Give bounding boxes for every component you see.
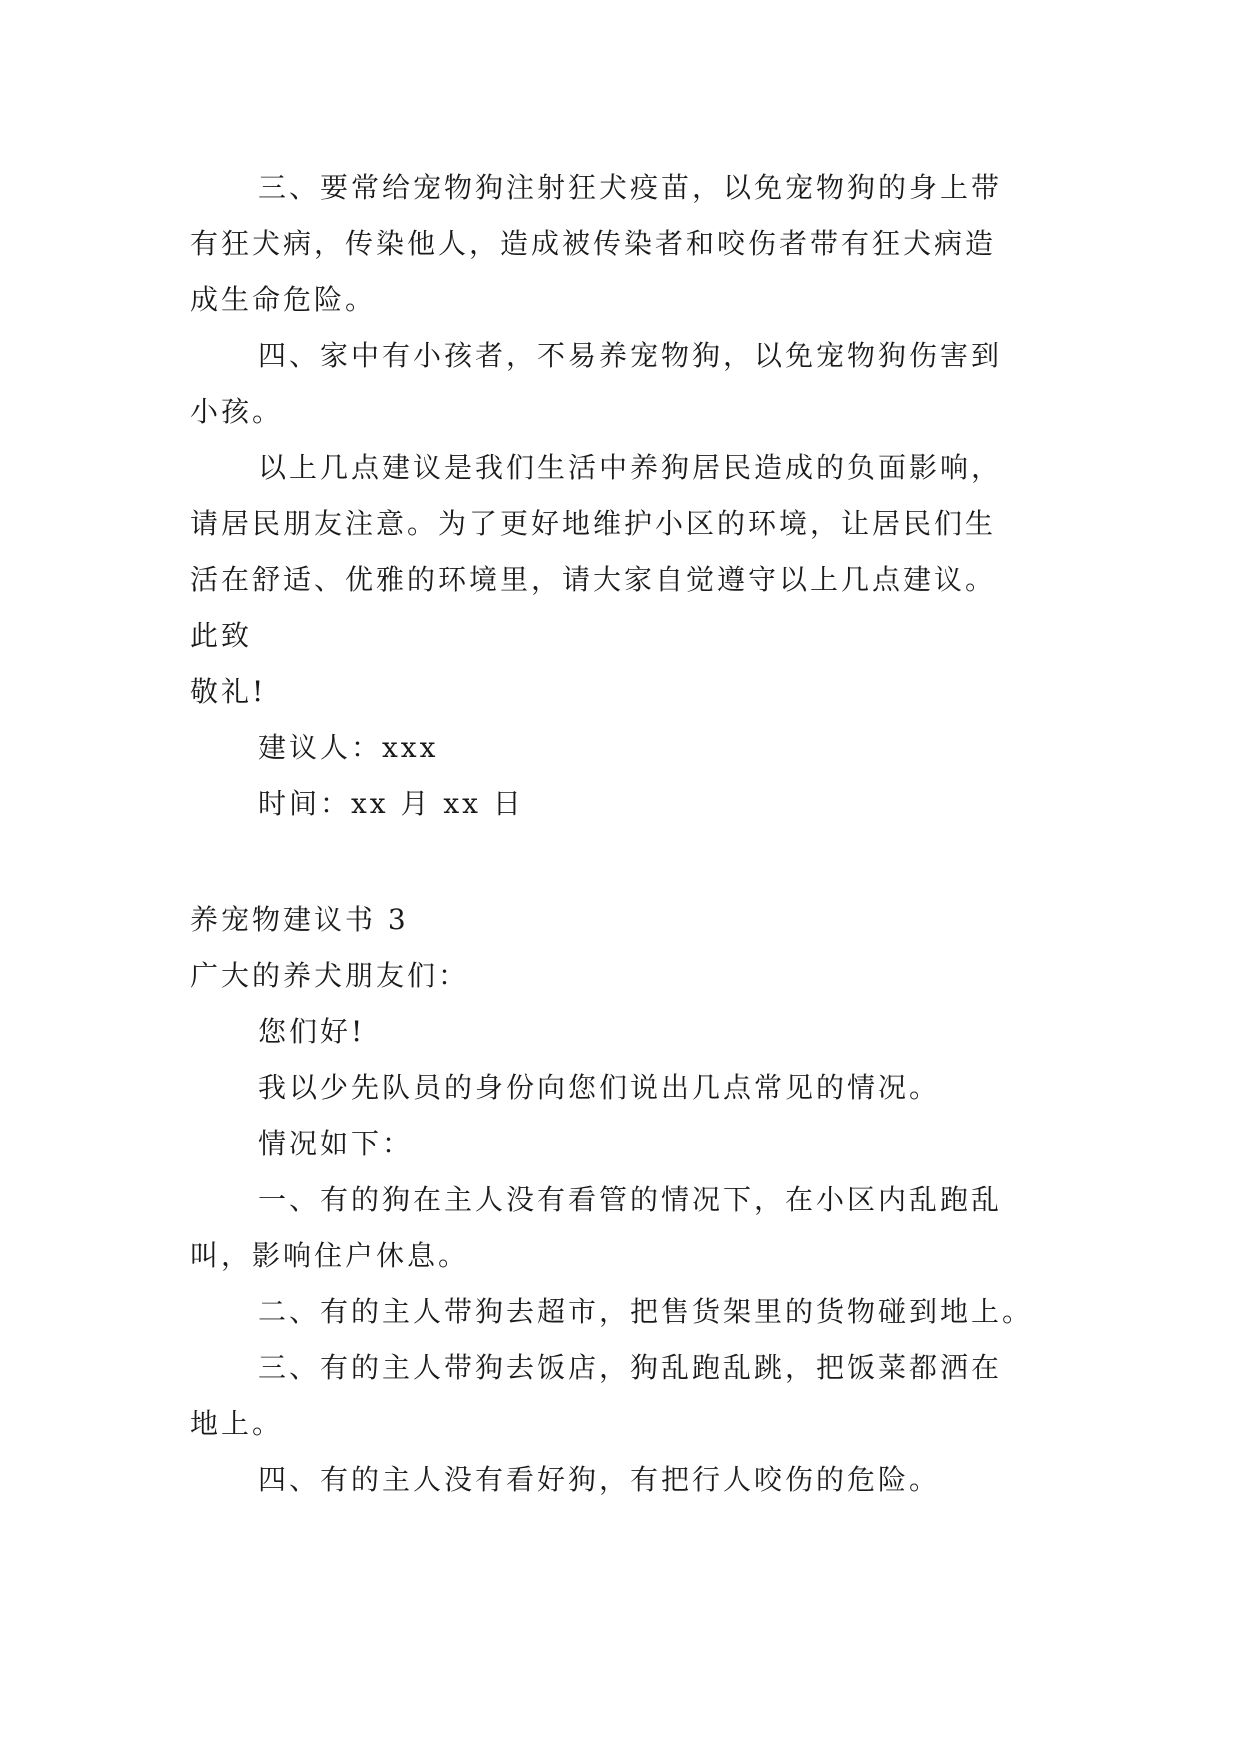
document-body	[190, 160, 1050, 1508]
paragraph-5-line-1: 以上几点建议是我们生活中养狗居民造成的负面影响，	[258, 451, 1003, 484]
section-gap	[190, 832, 1050, 892]
paragraph-3-line-1: 三、要常给宠物狗注射狂犬疫苗，以免宠物狗的身上带	[258, 171, 1003, 204]
paragraph-5-line-2: 请居民朋友注意。为了更好地维护小区的环境，让居民们生	[190, 507, 997, 540]
paragraph-3-line-2: 有狂犬病，传染他人，造成被传染者和咬伤者带有狂犬病造	[190, 227, 997, 260]
item-1-line-2: 叫，影响住户休息。	[190, 1239, 470, 1272]
date-line: 时间：xx 月 xx 日	[258, 787, 524, 820]
lead-line: 情况如下：	[258, 1127, 414, 1160]
paragraph-5-line-3: 活在舒适、优雅的环境里，请大家自觉遵守以上几点建议。	[190, 563, 997, 596]
paragraph-3-line-3: 成生命危险。	[190, 283, 377, 316]
paragraph-4-line-1: 四、家中有小孩者，不易养宠物狗，以免宠物狗伤害到	[258, 339, 1003, 372]
item-4-line: 四、有的主人没有看好狗，有把行人咬伤的危险。	[258, 1463, 941, 1496]
intro-line: 我以少先队员的身份向您们说出几点常见的情况。	[258, 1071, 941, 1104]
greeting-line: 广大的养犬朋友们：	[190, 959, 470, 992]
signer-line: 建议人：xxx	[258, 731, 439, 764]
paragraph-4-line-2: 小孩。	[190, 395, 284, 428]
item-3-line-1: 三、有的主人带狗去饭店，狗乱跑乱跳，把饭菜都洒在	[258, 1351, 1003, 1384]
closing-text: 此致	[190, 619, 253, 652]
item-2-line: 二、有的主人带狗去超市，把售货架里的货物碰到地上。	[258, 1295, 1034, 1328]
item-1-line-1: 一、有的狗在主人没有看管的情况下，在小区内乱跑乱	[258, 1183, 1003, 1216]
salute-text: 敬礼!	[190, 675, 267, 708]
hello-line: 您们好!	[258, 1015, 366, 1048]
section-title: 养宠物建议书 3	[190, 903, 409, 936]
item-3-line-2: 地上。	[190, 1407, 284, 1440]
